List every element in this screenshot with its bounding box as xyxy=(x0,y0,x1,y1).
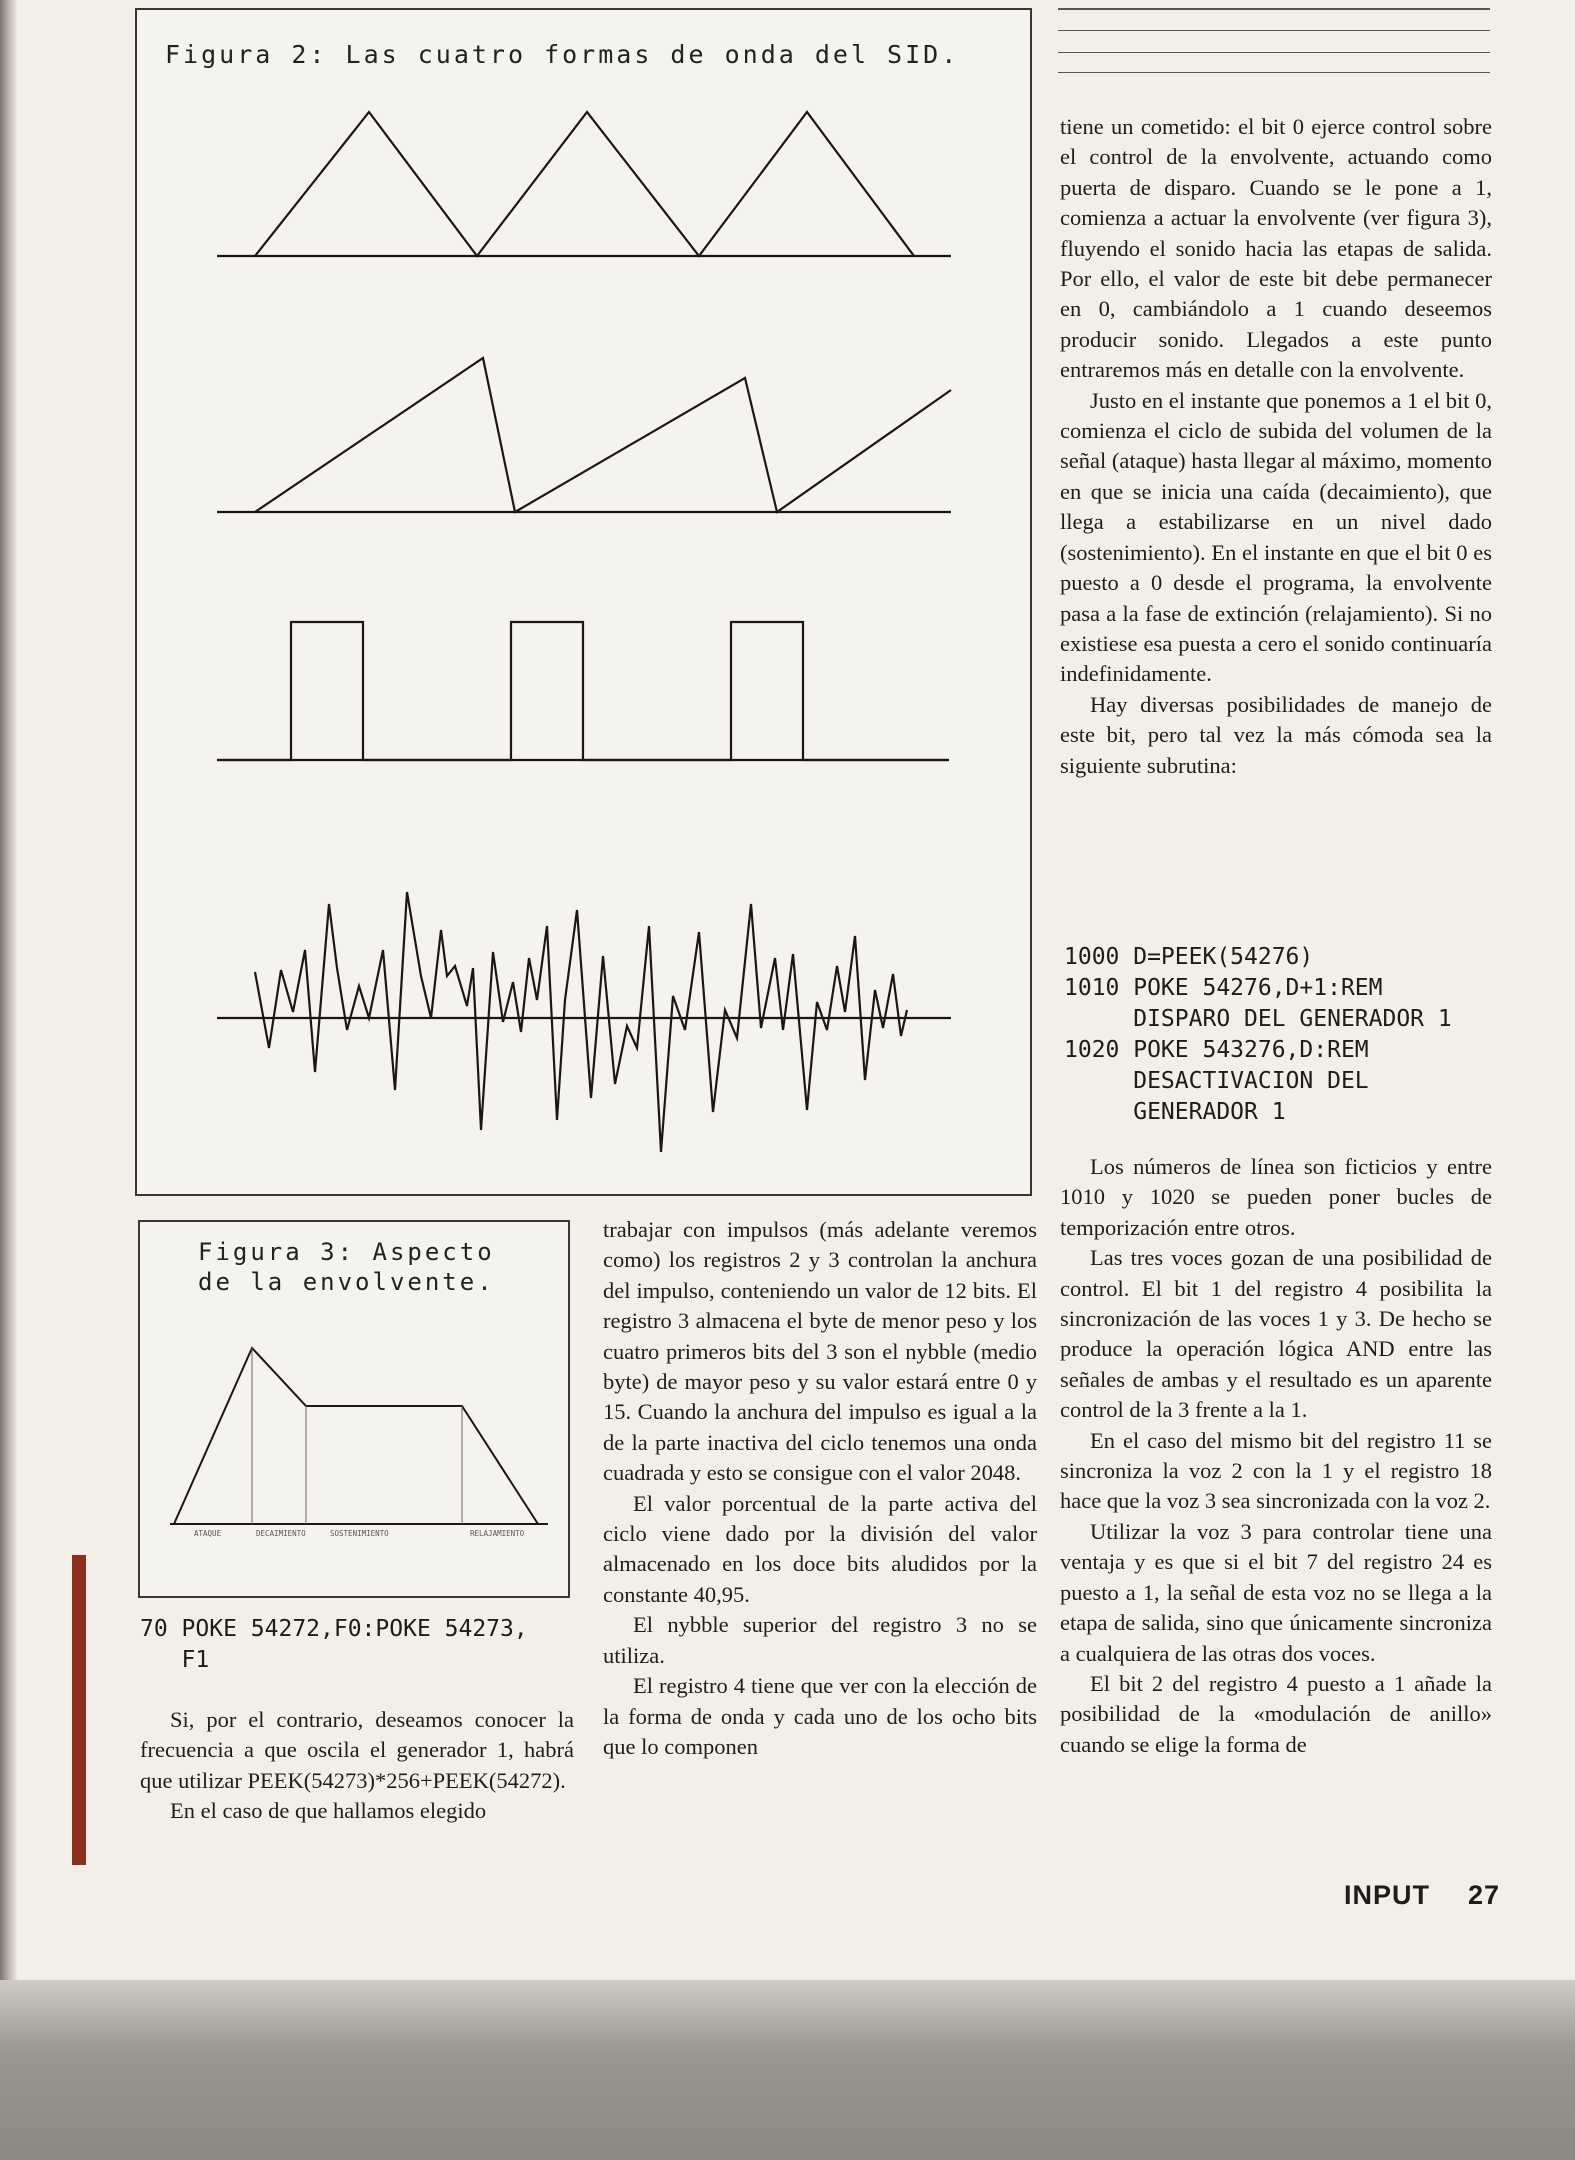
code-line: 1020 POKE 543276,D:REM xyxy=(1064,1037,1369,1063)
code-line: DISPARO DEL GENERADOR 1 xyxy=(1064,1006,1452,1032)
figure-3-title-line2: de la envolvente. xyxy=(198,1268,495,1296)
right-column-text-bottom xyxy=(1060,1152,1492,1760)
figure-3-panel xyxy=(138,1220,570,1598)
figure-2-panel xyxy=(135,8,1032,1196)
triangle-wave xyxy=(255,112,914,256)
phase-label-decay: DECAIMIENTO xyxy=(256,1529,306,1538)
top-rule-3 xyxy=(1058,52,1490,53)
right-paragraph-4: Los números de línea son ficticios y entre 1010 y 1020 se pueden poner bucles de temporización entre otros. xyxy=(1060,1154,1492,1240)
left-code-line1: 70 POKE 54272,F0:POKE 54273, xyxy=(140,1616,528,1642)
middle-paragraph-1: trabajar con impulsos (más adelante veremos como) los registros 2 y 3 controlan la anchura del impulso, conteniendo un valor de 12 bits. El registro 3 almacena el byte de menor peso y los cuatro primeros bits del 3 son el nybble (medio byte) de mayor peso y su valor estará entre 0 y 15. Cuando la anchura del impulso es igual a la de la parte inactiva del ciclo tenemos una onda cuadrada y esto se consigue con el valor 2048. xyxy=(603,1217,1037,1486)
right-paragraph-1: tiene un cometido: el bit 0 ejerce control sobre el control de la envolvente, actuando como puerta de disparo. Cuando se le pone a 1, comienza a actuar la envolvente (ver figura 3), fluyendo el sonido hacia las etapas de salida. Por ello, el valor de este bit debe permanecer en 0, cambiándolo a 1 cuando deseemos producir sonido. Llegados a este punto entraremos más en detalle con la envolvente. xyxy=(1060,114,1492,383)
figure-2-title: Figura 2: Las cuatro formas de onda del SID. xyxy=(165,40,960,69)
right-column-text-top xyxy=(1060,112,1492,781)
right-paragraph-6: En el caso del mismo bit del registro 11 se sincroniza la voz 2 con la 1 y el registro 18 hace que la voz 3 sea sincronizada con la voz 2. xyxy=(1060,1427,1492,1514)
right-paragraph-2: Justo en el instante que ponemos a 1 el bit 0, comienza el ciclo de subida del volumen de la señal (ataque) hasta llegar al máximo, momento en que se inicia una caída (decaimiento), que llega a estabilizarse en un nivel dado (sostenimiento). En el instante en que el bit 0 es puesto a 0 desde el programa, la envolvente pasa a la fase de extinción (relajamiento). Si no existiese esa puesta a cero el sonido continuaría indefinidamente. xyxy=(1060,387,1492,687)
right-paragraph-8: El bit 2 del registro 4 puesto a 1 añade la posibilidad de la «modulación de anillo» cuando se elige la forma de xyxy=(1060,1670,1492,1757)
phase-label-release: RELAJAMIENTO xyxy=(470,1529,525,1538)
middle-column-text xyxy=(603,1215,1037,1762)
left-paragraph-1: Si, por el contrario, deseamos conocer la frecuencia a que oscila el generador 1, habrá que utilizar PEEK(54273)*256+PEEK(54272). xyxy=(140,1707,574,1793)
right-paragraph-5: Las tres voces gozan de una posibilidad de control. El bit 1 del registro 4 posibilita la sincronización de las voces 1 y 3. De hecho se produce la operación lógica AND entre las señales de ambas y el resultado es un aparente control de la 3 frente a la 1. xyxy=(1060,1245,1492,1423)
code-line: 1000 D=PEEK(54276) xyxy=(1064,944,1314,970)
middle-paragraph-3: El nybble superior del registro 3 no se utiliza. xyxy=(603,1612,1037,1668)
page-bottom-shadow xyxy=(0,1980,1575,2160)
envelope-graph xyxy=(140,1222,568,1596)
middle-paragraph-4: El registro 4 tiene que ver con la elección de la forma de onda y cada uno de los ocho bits que lo componen xyxy=(603,1673,1037,1759)
phase-label-attack: ATAQUE xyxy=(194,1529,222,1538)
page-edge-mark xyxy=(72,1555,86,1865)
subroutine-code xyxy=(1064,942,1452,1128)
right-paragraph-3: Hay diversas posibilidades de manejo de este bit, pero tal vez la más cómoda sea la siguiente subrutina: xyxy=(1060,691,1492,778)
code-line: GENERADOR 1 xyxy=(1064,1099,1286,1125)
noise-wave xyxy=(255,892,907,1152)
phase-label-sustain: SOSTENIMIENTO xyxy=(330,1529,389,1538)
top-rule-4 xyxy=(1058,72,1490,73)
code-line: 1010 POKE 54276,D+1:REM xyxy=(1064,975,1383,1001)
figure-3-title-line1: Figura 3: Aspecto xyxy=(198,1238,495,1266)
envelope-curve xyxy=(174,1348,538,1524)
pulse-wave xyxy=(217,622,949,760)
top-rule-1 xyxy=(1058,8,1490,10)
left-paragraph-2: En el caso de que hallamos elegido xyxy=(170,1798,487,1824)
left-code-line2: F1 xyxy=(140,1647,210,1673)
sawtooth-wave xyxy=(255,358,951,512)
figure-2-waveforms xyxy=(137,70,1030,1190)
code-line: DESACTIVACION DEL xyxy=(1064,1068,1369,1094)
footer-magazine-name: INPUT xyxy=(1344,1880,1430,1910)
middle-paragraph-2: El valor porcentual de la parte activa del ciclo viene dado por la división del valor almacenado en los doce bits aludidos por la constante 40,95. xyxy=(603,1490,1037,1607)
right-paragraph-7: Utilizar la voz 3 para controlar tiene una ventaja y es que si el bit 7 del registro 24 es puesto a 1, la señal de esta voz no se llega a la etapa de salida, sino que únicamente sincroniza a cualquiera de las otras dos voces. xyxy=(1060,1518,1492,1666)
footer-page-number: 27 xyxy=(1468,1880,1501,1910)
book-spine-shadow xyxy=(0,0,18,1980)
top-rule-2 xyxy=(1058,30,1490,31)
left-column-text xyxy=(140,1705,574,1827)
